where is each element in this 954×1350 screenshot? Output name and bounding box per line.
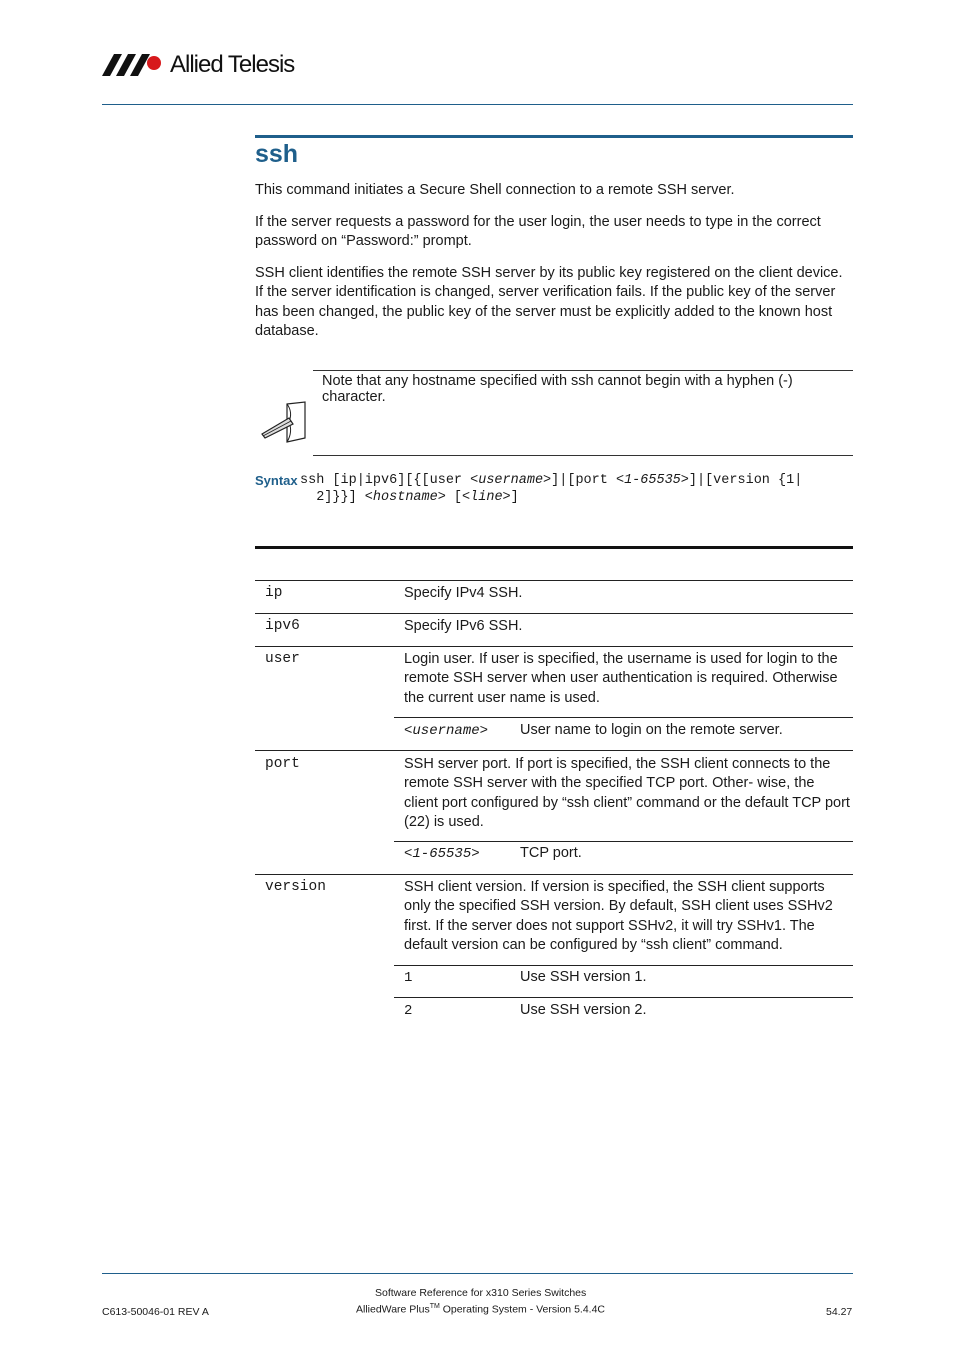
param-version-value-2: 2 bbox=[404, 1003, 413, 1019]
table-subrow-rule bbox=[394, 841, 853, 842]
param-version-desc: SSH client version. If version is specified, the SSH client supports only the specified SSH version. By default, SSH client uses SSHv2 first. If the server does not support SSHv2, it will try SSHv1. The default version can be configured by “ssh client” command. bbox=[404, 879, 833, 953]
table-top-rule bbox=[255, 546, 853, 549]
paragraph-intro: This command initiates a Secure Shell connection to a remote SSH server. bbox=[255, 182, 735, 198]
param-port-value: <1-65535> bbox=[404, 846, 480, 862]
param-port: port bbox=[265, 756, 300, 772]
param-ip: ip bbox=[265, 585, 283, 601]
logo-text: Allied Telesis bbox=[170, 51, 295, 78]
table-row-rule bbox=[255, 874, 853, 875]
paragraph-password: If the server requests a password for the user login, the user needs to type in the correct password on “Password:” prompt. bbox=[255, 214, 821, 250]
footer-os-version: AlliedWare Plus™ Operating System - Version 5.4.4C bbox=[356, 1303, 606, 1316]
syntax-label: Syntax bbox=[255, 473, 298, 488]
table-subrow-rule bbox=[394, 717, 853, 718]
table-row-rule bbox=[255, 750, 853, 751]
table-row-rule bbox=[255, 613, 853, 614]
param-version-value-1-desc: Use SSH version 1. bbox=[520, 969, 647, 985]
param-user: user bbox=[265, 651, 300, 667]
paragraph-host-key: SSH client identifies the remote SSH server by its public key registered on the client device. If the server identification is changed, server verification fails. If the public key of the server has been changed, the public key of the server must be explicitly added to the known host database. bbox=[255, 265, 843, 339]
note-pen-icon bbox=[259, 400, 307, 449]
param-ipv6: ipv6 bbox=[265, 618, 300, 634]
table-subrow-rule bbox=[394, 965, 853, 966]
footer-doc-title: Software Reference for x310 Series Switches bbox=[375, 1287, 587, 1299]
footer-rule bbox=[102, 1273, 853, 1274]
param-version-value-1: 1 bbox=[404, 970, 413, 986]
header-rule bbox=[102, 104, 853, 105]
param-user-value-desc: User name to login on the remote server. bbox=[520, 722, 783, 738]
syntax-code: ssh [ip|ipv6][{[user <username>]|[port <1-65535>]|[version {1| 2]}}] <hostname> [<line>] bbox=[300, 473, 803, 505]
param-version-value-2-desc: Use SSH version 2. bbox=[520, 1002, 647, 1018]
table-row-rule bbox=[255, 646, 853, 647]
footer-page-number: 54.27 bbox=[826, 1306, 853, 1318]
param-ipv6-desc: Specify IPv6 SSH. bbox=[404, 618, 523, 634]
note-text: Note that any hostname specified with ssh cannot begin with a hyphen (-) character. bbox=[322, 373, 793, 405]
param-version: version bbox=[265, 879, 326, 895]
note-rule-top bbox=[313, 370, 853, 371]
param-user-value: <username> bbox=[404, 723, 489, 739]
param-user-desc: Login user. If user is specified, the username is used for login to the remote SSH server when user authentication is required. Otherwise the current user name is used. bbox=[404, 651, 838, 706]
param-port-desc: SSH server port. If port is specified, the SSH client connects to the remote SSH server with the specified TCP port. Other- wise, the client port configured by “ssh client” command or the default TCP port (22) is used. bbox=[404, 756, 850, 830]
allied-telesis-logo bbox=[102, 50, 294, 80]
note-rule-bottom bbox=[313, 455, 853, 456]
param-port-value-desc: TCP port. bbox=[520, 845, 582, 861]
footer-doc-id: C613-50046-01 REV A bbox=[102, 1306, 209, 1318]
table-header-rule bbox=[255, 580, 853, 581]
command-title: ssh bbox=[255, 140, 299, 168]
param-ip-desc: Specify IPv4 SSH. bbox=[404, 585, 523, 601]
table-subrow-rule bbox=[394, 997, 853, 998]
logo-mark-icon bbox=[102, 54, 164, 76]
title-rule bbox=[255, 135, 853, 138]
